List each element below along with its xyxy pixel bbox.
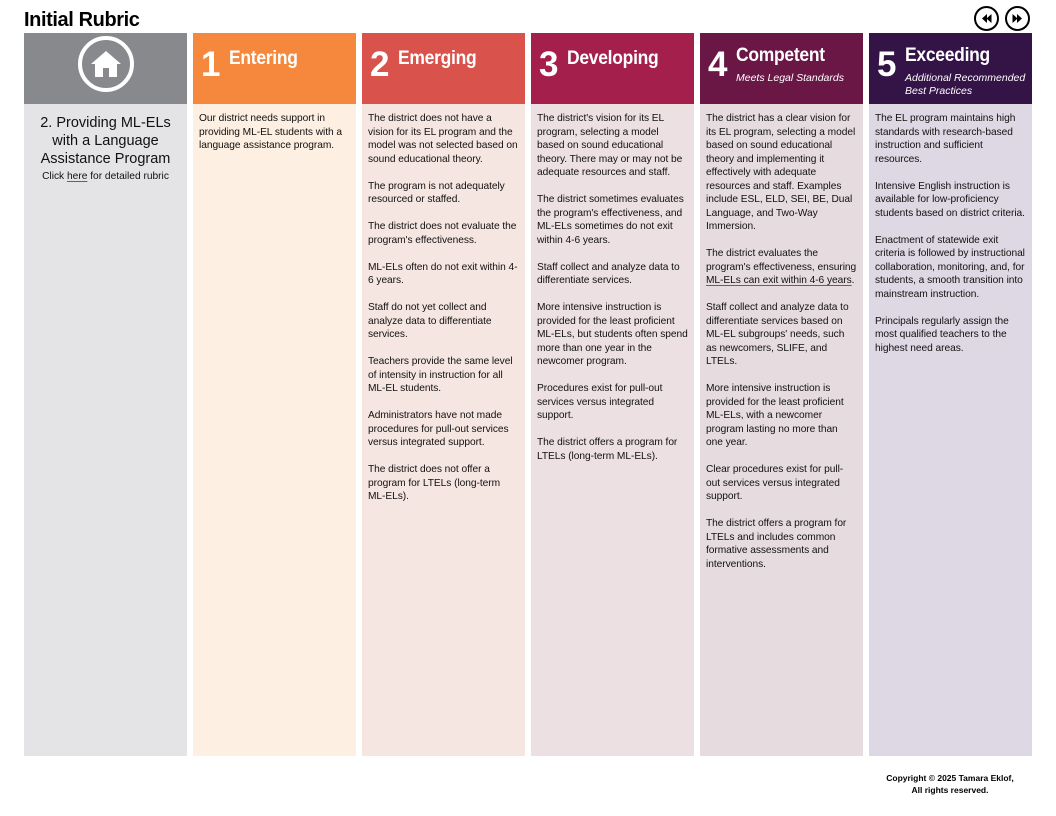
- criterion-text: More intensive instruction is provided for the least proficient ML-ELs, but students often spend more than one year in the newcomer program.: [537, 302, 688, 367]
- level-body: [362, 104, 525, 756]
- level-body: [700, 104, 863, 756]
- criterion-text: Staff collect and analyze data to differentiate services.: [537, 261, 680, 286]
- home-icon: [89, 49, 123, 79]
- level-column-emerging: [362, 33, 525, 756]
- level-subtitle: Meets Legal Standards: [736, 72, 844, 84]
- criterion-text: The program is not adequately resourced or staffed.: [368, 180, 505, 205]
- criterion-text: The district sometimes evaluates the program's effectiveness, and ML-ELs sometimes do not exit within 4-6 years.: [537, 194, 684, 246]
- level-header: [531, 33, 694, 104]
- criterion-text: Intensive English instruction is available for low-proficiency students based on district criteria.: [875, 180, 1025, 219]
- level-name: Entering: [229, 48, 298, 69]
- criterion-text: The district offers a program for LTELs (long-term ML-ELs).: [537, 437, 678, 462]
- criterion-text: Teachers provide the same level of intensity in instruction for all ML-EL students.: [368, 356, 513, 394]
- circle-arrow-right-icon: [1011, 12, 1024, 25]
- copyright-line: Copyright © 2025 Tamara Eklof,: [886, 773, 1014, 783]
- level-number: 1: [201, 45, 221, 84]
- copyright-line: All rights reserved.: [911, 784, 989, 795]
- copyright: [870, 773, 1030, 796]
- highlighted-phrase: ML-ELs can exit within 4-6 years: [706, 275, 852, 286]
- home-button[interactable]: [78, 36, 134, 92]
- level-subtitle: Additional Recommended Best Practices: [905, 72, 1026, 97]
- level-column-developing: [531, 33, 694, 756]
- criterion-text: The district evaluates the program's effectiveness, ensuring ML-ELs can exit within 4-6 years.: [706, 248, 857, 286]
- level-name: Emerging: [398, 48, 477, 69]
- criterion-text: Procedures exist for pull-out services versus integrated support.: [537, 383, 663, 421]
- level-number: 5: [877, 45, 897, 84]
- next-button[interactable]: [1005, 6, 1030, 31]
- level-name: Developing: [567, 48, 659, 69]
- criterion-text: More intensive instruction is provided for the least proficient ML-ELs, with a newcomer program lasting no more than one year.: [706, 383, 844, 448]
- criterion-text: Principals regularly assign the most qualified teachers to the highest need areas.: [875, 315, 1009, 354]
- topic-title: 2. Providing ML-ELs with a Language Assistance Program: [40, 115, 171, 167]
- click-suffix: for detailed rubric: [87, 171, 169, 182]
- criterion-text: Staff do not yet collect and analyze data to differentiate services.: [368, 302, 492, 340]
- level-body: [193, 104, 356, 756]
- criterion-text: Staff collect and analyze data to differentiate services based on ML-EL subgroups' needs, such as newcomers, SLIFE, and LTELs.: [706, 302, 849, 367]
- topic-body: [24, 104, 187, 756]
- level-column-competent: [700, 33, 863, 756]
- detailed-rubric-note: [30, 171, 181, 182]
- previous-button[interactable]: [974, 6, 999, 31]
- level-name: Exceeding: [905, 45, 990, 66]
- criterion-text: ML-ELs often do not exit within 4-6 years.: [368, 261, 518, 286]
- criterion-text: Administrators have not made procedures for pull-out services versus integrated support.: [368, 410, 509, 448]
- criterion-text: The district offers a program for LTELs and includes common formative assessments and interventions.: [706, 518, 847, 570]
- level-number: 4: [708, 45, 728, 84]
- topic-header: [24, 33, 187, 104]
- level-number: 3: [539, 45, 559, 84]
- criterion-text: The district does not have a vision for its EL program and the model was not selected based on sound educational theory.: [368, 113, 518, 165]
- circle-arrow-left-icon: [980, 12, 993, 25]
- level-column-entering: [193, 33, 356, 756]
- level-number: 2: [370, 45, 390, 84]
- criterion-text: Enactment of statewide exit criteria is followed by instructional collaboration, monitoring, and, for students, a smooth transition into mainstream instruction.: [875, 234, 1025, 300]
- criterion-text: The district has a clear vision for its EL program, selecting a model based on sound educational theory and implementing it effectively with adequate resources and staff. Examples include ESL, ELD, SEI, BE, Dual Language, and Two-Way Immersion.: [706, 113, 856, 232]
- topic-column: [24, 33, 187, 756]
- level-body: [531, 104, 694, 756]
- detailed-rubric-link[interactable]: here: [66, 171, 88, 182]
- page-title: Initial Rubric: [24, 9, 140, 31]
- level-header: [700, 33, 863, 104]
- criterion-text: Clear procedures exist for pull-out services versus integrated support.: [706, 464, 844, 502]
- criterion-text: The district's vision for its EL program, selecting a model based on sound educational theory. There may or may not be adequate resources and staff.: [537, 113, 683, 178]
- level-column-exceeding: [869, 33, 1032, 756]
- level-body: [869, 104, 1032, 756]
- level-header: [869, 33, 1032, 104]
- criterion-text: The district does not evaluate the program's effectiveness.: [368, 221, 517, 246]
- criterion-text: The district does not offer a program for LTELs (long-term ML-ELs).: [368, 464, 501, 502]
- click-prefix: Click: [42, 171, 67, 182]
- level-name: Competent: [736, 45, 825, 66]
- criterion-text: Our district needs support in providing ML-EL students with a language assistance program.: [199, 113, 343, 151]
- level-header: [193, 33, 356, 104]
- level-header: [362, 33, 525, 104]
- criterion-text: The EL program maintains high standards with research-based instruction and sufficient resources.: [875, 113, 1016, 165]
